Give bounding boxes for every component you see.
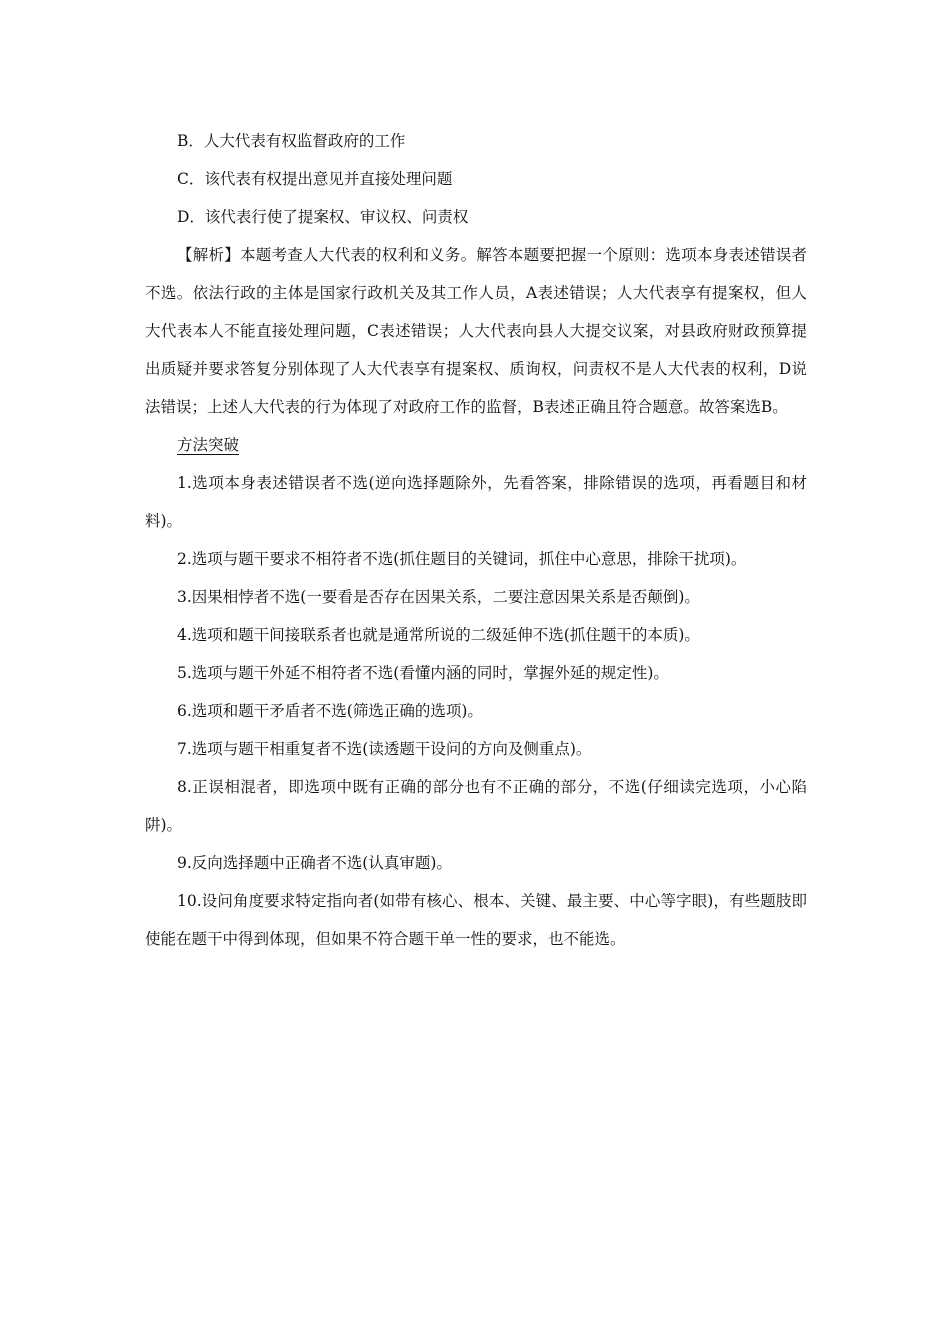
method-item-6: 6.选项和题干矛盾者不选(筛选正确的选项)。 [177, 702, 483, 720]
method-item-4: 4.选项和题干间接联系者也就是通常所说的二级延伸不选(抓住题干的本质)。 [177, 626, 700, 644]
method-item-10: 10.设问角度要求特定指向者(如带有核心、根本、关键、最主要、中心等字眼)，有些题肢即使能在题干中得到体现，但如果不符合题干单一性的要求，也不能选。 [145, 892, 807, 948]
option-b: B．人大代表有权监督政府的工作 [177, 132, 406, 150]
method-item-8: 8.正误相混者，即选项中既有正确的部分也有不正确的部分，不选(仔细读完选项，小心陷阱)。 [145, 778, 807, 834]
method-item-2: 2.选项与题干要求不相符者不选(抓住题目的关键词，抓住中心意思，排除干扰项)。 [177, 550, 747, 568]
analysis-paragraph [145, 236, 807, 426]
option-c: C．该代表有权提出意见并直接处理问题 [177, 170, 453, 188]
method-heading [145, 426, 807, 464]
option-d: D．该代表行使了提案权、审议权、问责权 [177, 208, 469, 226]
method-item-3: 3.因果相悖者不选(一要看是否存在因果关系，二要注意因果关系是否颠倒)。 [177, 588, 700, 606]
document-content [145, 122, 807, 958]
method-item-7: 7.选项与题干相重复者不选(读透题干设问的方向及侧重点)。 [177, 740, 592, 758]
analysis-text: 本题考查人大代表的权利和义务。解答本题要把握一个原则：选项本身表述错误者不选。依法行政的主体是国家行政机关及其工作人员，A表述错误；人大代表享有提案权，但人大代表本人不能直接处理问题，C表述错误；人大代表向县人大提交议案，对县政府财政预算提出质疑并要求答复分别体现了人大代表享有提案权、质询权，问责权不是人大代表的权利，D说法错误；上述人大代表的行为体现了对政府工作的监督，B表述正确且符合题意。故答案选B。 [145, 246, 807, 416]
analysis-label: 【解析】 [177, 246, 241, 264]
method-item-1: 1.选项本身表述错误者不选(逆向选择题除外，先看答案，排除错误的选项，再看题目和材料)。 [145, 474, 807, 530]
method-item-9: 9.反向选择题中正确者不选(认真审题)。 [177, 854, 452, 872]
method-title: 方法突破 [177, 436, 240, 454]
method-item-5: 5.选项与题干外延不相符者不选(看懂内涵的同时，掌握外延的规定性)。 [177, 664, 669, 682]
